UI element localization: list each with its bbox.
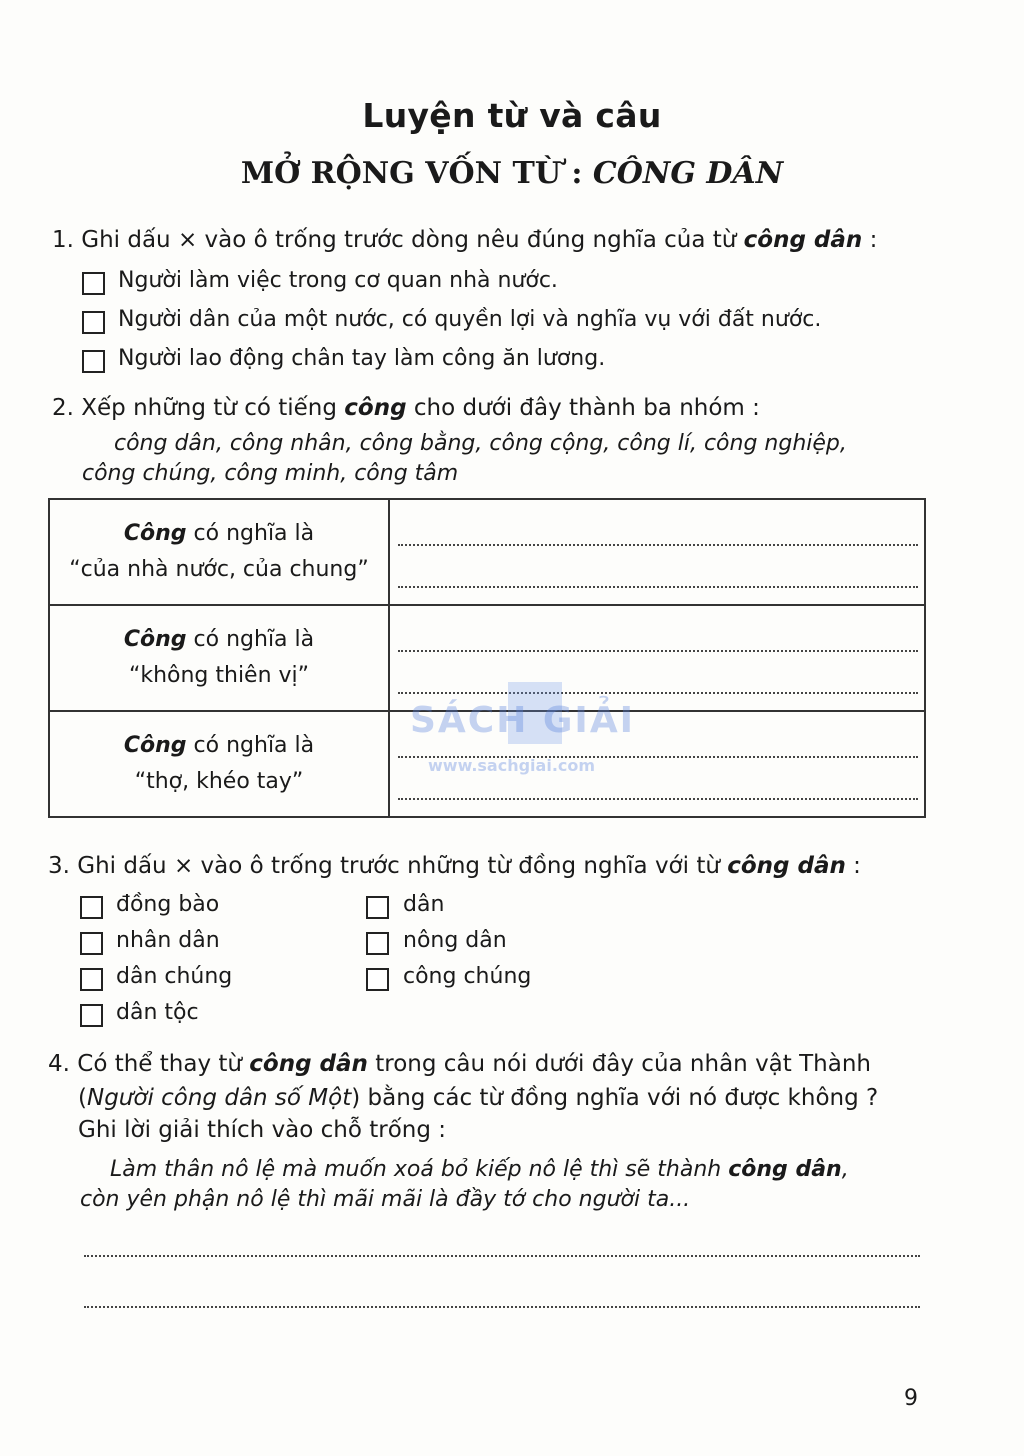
q4-text-end: trong câu nói dưới đây của nhân vật Thành: [367, 1051, 871, 1077]
row-keyword: Công: [123, 627, 187, 652]
quote-text: Làm thân nô lệ mà muốn xoá bỏ kiếp nô lệ thì sẽ thành: [110, 1157, 729, 1182]
q4-paren-open: (: [78, 1085, 87, 1111]
q3-word-dong-bao: đồng bào: [116, 892, 220, 917]
q4-quote-line-1: [110, 1154, 849, 1186]
q1-text: 1. Ghi dấu × vào ô trống trước dòng nêu đúng nghĩa của từ: [52, 227, 744, 253]
dotted-line: [398, 692, 918, 694]
row-meaning: “không thiên vị”: [128, 663, 310, 688]
q1-option-1: Người làm việc trong cơ quan nhà nước.: [118, 268, 558, 293]
q4-text: 4. Có thể thay từ: [48, 1051, 250, 1077]
dotted-line: [398, 586, 918, 588]
row-label: [49, 499, 389, 605]
watermark-url: www.sachgiai.com: [428, 756, 596, 775]
q3-checkbox-cong-chung[interactable]: [366, 968, 389, 991]
q1-suffix: :: [862, 227, 878, 253]
page-subtitle: [0, 156, 1024, 191]
q3-word-nong-dan: nông dân: [403, 928, 507, 953]
q4-text-rest: ) bằng các từ đồng nghĩa với nó được không ?: [351, 1085, 879, 1111]
answer-line-1[interactable]: [84, 1255, 920, 1257]
answer-cell[interactable]: [389, 499, 925, 605]
q1-option-2: Người dân của một nước, có quyền lợi và nghĩa vụ với đất nước.: [118, 307, 822, 332]
q3-word-nhan-dan: nhân dân: [116, 928, 220, 953]
dotted-line: [398, 798, 918, 800]
dotted-line: [398, 544, 918, 546]
q2-text: 2. Xếp những từ có tiếng: [52, 395, 345, 421]
q2-keyword: công: [344, 395, 407, 421]
table-row: [49, 499, 925, 605]
answer-line-2[interactable]: [84, 1306, 920, 1308]
question-2: [52, 392, 760, 424]
row-meaning: “thợ, khéo tay”: [134, 769, 304, 794]
q2-word-list-line-2: công chúng, công minh, công tâm: [82, 461, 459, 486]
q3-checkbox-nhan-dan[interactable]: [80, 932, 103, 955]
q3-text: 3. Ghi dấu × vào ô trống trước những từ đồng nghĩa với từ: [48, 853, 728, 879]
q2-suffix: cho dưới đây thành ba nhóm :: [406, 395, 760, 421]
row-meaning-intro: có nghĩa là: [186, 627, 315, 652]
question-4-line-1: [48, 1048, 871, 1080]
table-row: [49, 605, 925, 711]
q1-checkbox-2[interactable]: [82, 311, 105, 334]
quote-keyword: công dân: [728, 1157, 842, 1182]
row-keyword: Công: [123, 733, 187, 758]
q3-checkbox-dong-bao[interactable]: [80, 896, 103, 919]
quote-comma: ,: [841, 1157, 849, 1182]
answer-cell[interactable]: [389, 605, 925, 711]
q1-option-3: Người lao động chân tay làm công ăn lương.: [118, 346, 606, 371]
q4-work-title: Người công dân số Một: [86, 1085, 352, 1111]
question-3: [48, 850, 861, 882]
q1-keyword: công dân: [743, 227, 863, 253]
question-4-line-2: [78, 1082, 878, 1114]
q3-checkbox-dan-chung[interactable]: [80, 968, 103, 991]
page-title: Luyện từ và câu: [362, 96, 662, 135]
row-keyword: Công: [123, 521, 187, 546]
q3-suffix: :: [845, 853, 861, 879]
row-label: [49, 605, 389, 711]
q3-checkbox-dan-toc[interactable]: [80, 1004, 103, 1027]
q1-checkbox-3[interactable]: [82, 350, 105, 373]
watermark-brand: SÁCH GIẢI: [410, 700, 636, 741]
subtitle-topic: CÔNG DÂN: [592, 156, 784, 191]
q3-word-dan-chung: dân chúng: [116, 964, 233, 989]
q3-keyword: công dân: [727, 853, 846, 879]
dotted-line: [398, 650, 918, 652]
question-1: [52, 224, 877, 256]
row-label: [49, 711, 389, 817]
q3-checkbox-dan[interactable]: [366, 896, 389, 919]
q4-keyword: công dân: [249, 1051, 368, 1077]
q3-word-dan: dân: [403, 892, 445, 917]
page-number: 9: [904, 1386, 918, 1411]
q3-word-dan-toc: dân tộc: [116, 1000, 199, 1025]
q1-checkbox-1[interactable]: [82, 272, 105, 295]
row-meaning: “của nhà nước, của chung”: [69, 557, 369, 582]
row-meaning-intro: có nghĩa là: [186, 733, 315, 758]
q3-word-cong-chung: công chúng: [403, 964, 532, 989]
q2-word-list-line-1: công dân, công nhân, công bằng, công cộng, công lí, công nghiệp,: [114, 431, 847, 456]
q4-quote-line-2: còn yên phận nô lệ thì mãi mãi là đầy tớ cho người ta...: [80, 1187, 691, 1212]
question-4-line-3: Ghi lời giải thích vào chỗ trống :: [78, 1117, 447, 1143]
q3-checkbox-nong-dan[interactable]: [366, 932, 389, 955]
row-meaning-intro: có nghĩa là: [186, 521, 315, 546]
subtitle-main: MỞ RỘNG VỐN TỪ :: [240, 156, 593, 191]
